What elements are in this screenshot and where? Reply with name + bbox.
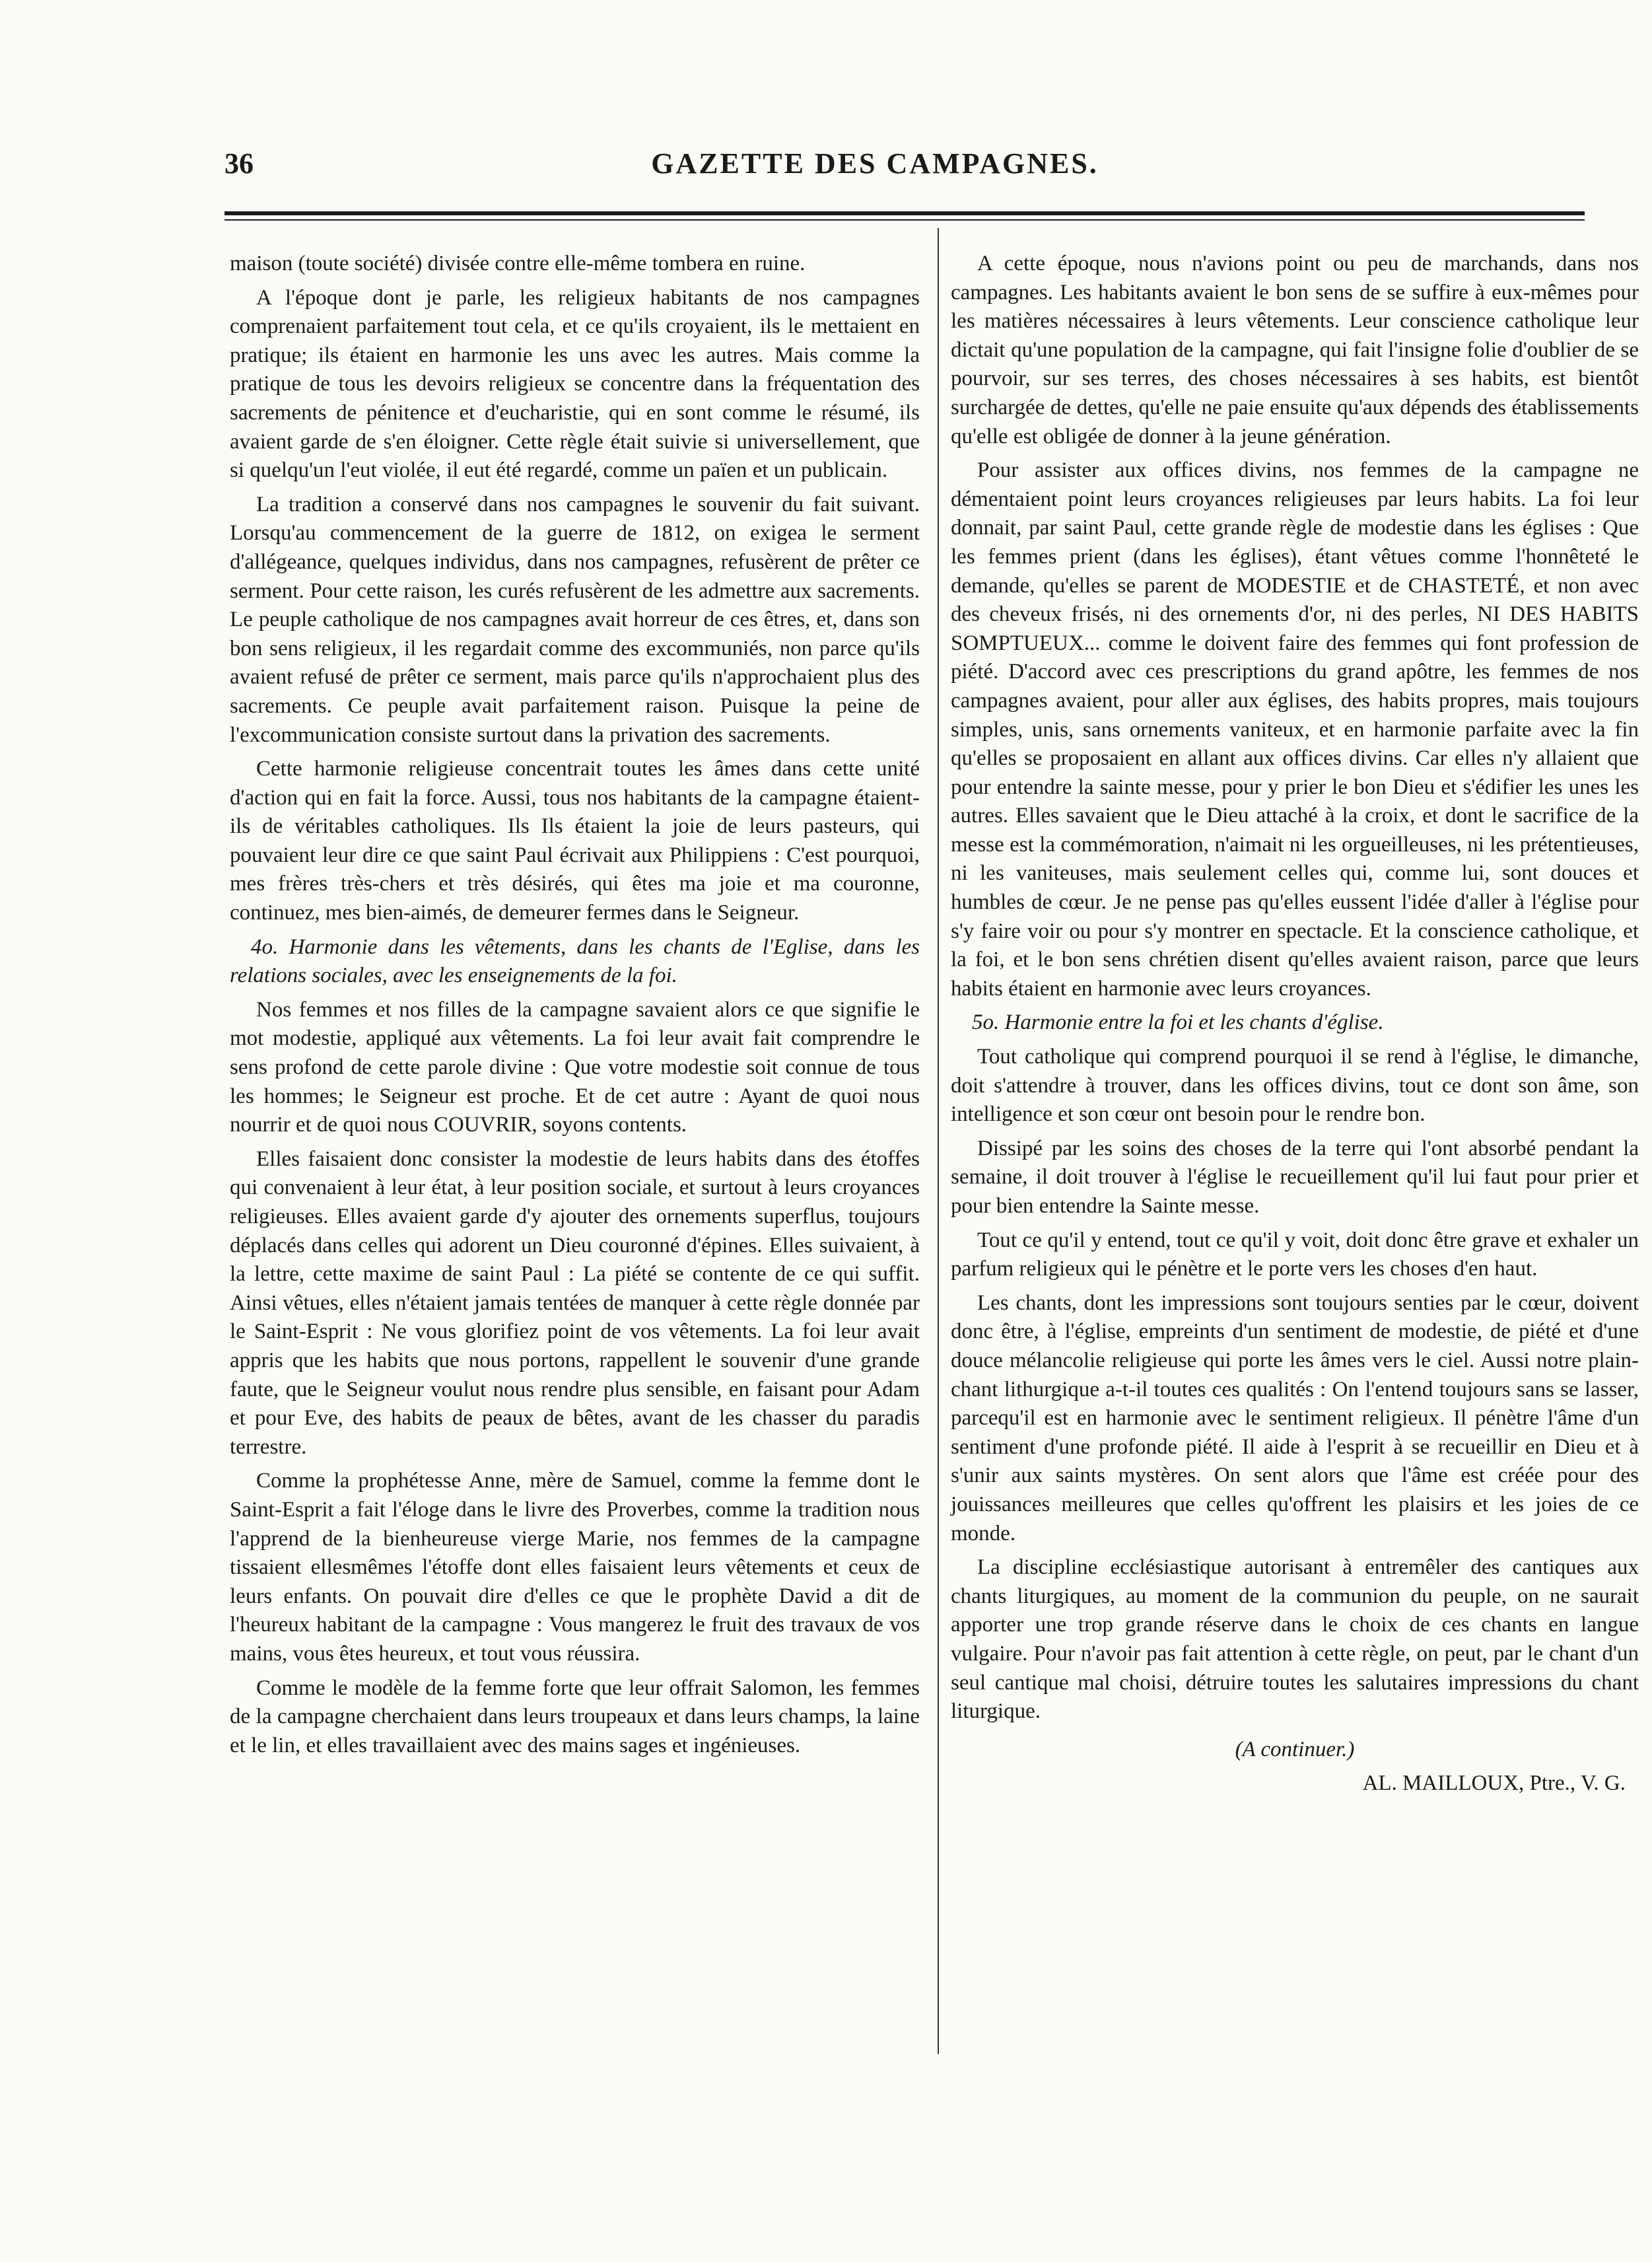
paragraph: Cette harmonie religieuse concentrait toutes les âmes dans cette unité d'action qui en fait la force. Aussi, tous nos habitants de la campagne étaient-ils de véritables catholiques. Ils Ils étaient la joie de leurs pasteurs, qui pouvaient leur dire ce que saint Paul écrivait aux Philippiens : C'est pourquoi, mes frères très-chers et très désirés, qui êtes ma joie et ma couronne, continuez, mes bien-aimés, de demeurer fermes dans le Seigneur. xyxy=(230,757,920,925)
author-signature: AL. MAILLOUX, Ptre., V. G. xyxy=(1362,1771,1626,1796)
paragraph: Dissipé par les soins des choses de la terre qui l'ont absorbé pendant la semaine, il doit trouver à l'église le recueillement qu'il lui faut pour prier et pour bien entendre la Sainte messe. xyxy=(951,1136,1639,1218)
paragraph: Les chants, dont les impressions sont toujours senties par le cœur, doivent donc être, à l'église, empreints d'un sentiment de modestie, de piété et d'une douce mélancolie religieuse qui porte les âmes vers le ciel. Aussi notre plain-chant lithurgique a-t-il toutes ces qualités : On l'entend toujours sans se lasser, parcequ'il est en harmonie avec le sentiment religieux. Il pénètre l'âme d'un sentiment d'une profonde piété. Il aide à l'esprit à se recueillir en Dieu et à s'unir aux saints mystères. On sent alors que l'âme est créée pour des jouissances meilleures que celles qu'offrent les plaisirs et les joies de ce monde. xyxy=(951,1290,1639,1545)
paragraph: A l'époque dont je parle, les religieux habitants de nos campagnes comprenaient parfaitement tout cela, et ce qu'ils croyaient, ils le mettaient en pratique; ils étaient en harmonie les uns avec les autres. Mais comme la pratique de tous les devoirs religieux se concentre dans la fréquentation des sacrements de pénitence et d'eucharistie, qui en sont comme le résumé, ils avaient garde de s'en éloigner. Cette règle était suivie si universellement, que si quelqu'un l'eut violée, il eut été regardé, comme un païen et un publicain. xyxy=(230,285,920,483)
page-header xyxy=(224,147,1525,186)
paragraph: Comme la prophétesse Anne, mère de Samuel, comme la femme dont le Saint-Esprit a fait l'éloge dans le livre des Proverbes, comme la tradition nous l'apprend de la bienheureuse vierge Marie, nos femmes de la campagne tissaient ellesmêmes l'étoffe dont elles faisaient leurs vêtements et ceux de leurs enfants. On pouvait dire d'elles ce que le prophète David a dit de l'heureux habitant de la campagne : Vous mangerez le fruit des travaux de vos mains, vous êtes heureux, et tout vous réussira. xyxy=(230,1469,920,1666)
paragraph: A cette époque, nous n'avions point ou peu de marchands, dans nos campagnes. Les habitants avaient le bon sens de se suffire à eux-mêmes pour les matières nécessaires à leurs vêtements. Leur conscience catholique leur dictait qu'une population de la campagne, qui fait l'insigne folie d'oublier de se pourvoir, sur ses terres, des choses nécessaires à ses habits, est bientôt surchargée de dettes, qu'elle ne paie ensuite qu'aux dépends des établissements qu'elle est obligée de donner à la jeune génération. xyxy=(951,252,1639,448)
right-column xyxy=(951,250,1639,1804)
section-heading: 5o. Harmonie entre la foi et les chants d'église. xyxy=(972,1010,1384,1035)
paragraph: Pour assister aux offices divins, nos femmes de la campagne ne démentaient point leurs croyances religieuses par leurs habits. La foi leur donnait, par saint Paul, cette grande règle de modestie dans les églises : Que les femmes prient (dans les églises), étant vêtues comme l'honnêteté le demande, qu'elles se parent de MODESTIE et de CHASTETÉ, et non avec des cheveux frisés, ni des ornements d'or, ni des perles, NI DES HABITS SOMPTUEUX... comme le doivent faire des femmes qui font profession de piété. D'accord avec ces prescriptions du grand apôtre, les femmes de nos campagnes avaient, pour aller aux églises, des habits propres, mais toujours simples, unis, sans ornements vaniteux, et en harmonie parfaite avec la fin qu'elles se proposaient en allant aux offices divins. Car elles n'y allaient que pour entendre la sainte messe, pour y prier le bon Dieu et s'édifier les unes les autres. Elles savaient que le Dieu attaché à la croix, et dont le sacrifice de la messe est la commémoration, n'aimait ni les orgueilleuses, ni les prétentieuses, ni les vaniteuses, mais seulement celles qui, comme lui, sont douces et humbles de cœur. Je ne pense pas qu'elles eussent l'idée d'aller à l'église pour s'y faire voir ou pour s'y montrer en spectacle. Et la conscience catholique, et la foi, et le bon sens chrétien disent qu'elles avaient raison, parce que leurs habits étaient en harmonie avec leurs croyances. xyxy=(951,458,1639,1001)
paragraph: Nos femmes et nos filles de la campagne savaient alors ce que signifie le mot modestie, appliqué aux vêtements. La foi leur avait fait comprendre le sens profond de cette parole divine : Que votre modestie soit connue de tous les hommes; le Seigneur est proche. Et de cet autre : Ayant de quoi nous nourrir et de quoi nous COUVRIR, soyons contents. xyxy=(230,997,920,1137)
column-separator xyxy=(938,228,939,2054)
header-rule-thick xyxy=(224,211,1585,215)
masthead-title: GAZETTE DES CAMPAGNES. xyxy=(651,147,1099,180)
paragraph: Tout ce qu'il y entend, tout ce qu'il y voit, doit donc être grave et exhaler un parfum religieux qui le pénètre et le porte vers les choses d'en haut. xyxy=(951,1228,1639,1281)
page-number: 36 xyxy=(224,147,254,180)
paragraph: Elles faisaient donc consister la modestie de leurs habits dans des étoffes qui convenaient à leur état, à leur position sociale, et surtout à leurs croyances religieuses. Elles avaient garde d'y ajouter des ornements superflus, toujours déplacés dans celles qui adorent un Dieu couronné d'épines. Elles suivaient, à la lettre, cette maxime de saint Paul : La piété se contente de ce qui suffit. Ainsi vêtues, elles n'étaient jamais tentées de manquer à cette règle donnée par le Saint-Esprit : Ne vous glorifiez point de vos vêtements. La foi leur avait appris que les habits que nous portons, rappellent le souvenir d'une grande faute, que le Seigneur voulut nous rendre plus sensible, en faisant pour Adam et pour Eve, des habits de peaux de bêtes, avant de les chasser du paradis terrestre. xyxy=(230,1147,920,1459)
paragraph: La tradition a conservé dans nos campagnes le souvenir du fait suivant. Lorsqu'au commencement de la guerre de 1812, on exigea le serment d'allégeance, quelques individus, dans nos campagnes, refusèrent de prêter ce serment. Pour cette raison, les curés refusèrent de les admettre aux sacrements. Le peuple catholique de nos campagnes avait horreur de ces êtres, et, dans son bon sens religieux, il les regardait comme des excommuniés, non parce qu'ils avaient refusé de prêter ce serment, mais parce qu'ils n'approchaient plus des sacrements. Ce peuple avait parfaitement raison. Puisque la peine de l'excommunication consiste surtout dans la privation des sacrements. xyxy=(230,492,920,747)
paragraph: Tout catholique qui comprend pourquoi il se rend à l'église, le dimanche, doit s'attendre à trouver, dans les offices divins, tout ce dont son âme, son intelligence et son cœur ont besoin pour le rendre bon. xyxy=(951,1045,1639,1127)
paragraph: La discipline ecclésiastique autorisant à entremêler des cantiques aux chants liturgiques, au moment de la communion du peuple, on ne saurait apporter une trop grande réserve dans le choix de ces chants en langue vulgaire. Pour n'avoir pas fait attention à cette règle, on peut, par le chant d'un seul cantique mal choisi, détruire toutes les salutaires impressions du chant liturgique. xyxy=(951,1555,1639,1724)
paragraph: maison (toute société) divisée contre elle-même tombera en ruine. xyxy=(230,252,806,275)
left-column xyxy=(230,250,920,1765)
section-heading: 4o. Harmonie dans les vêtements, dans les chants de l'Eglise, dans les relations sociales, avec les enseignements de la foi. xyxy=(230,935,920,988)
header-rule-thin xyxy=(224,219,1585,221)
paragraph: Comme le modèle de la femme forte que leur offrait Salomon, les femmes de la campagne cherchaient dans leurs troupeaux et dans leurs champs, la laine et le lin, et elles travaillaient avec des mains sages et ingénieuses. xyxy=(230,1676,920,1757)
continuation-note: (A continuer.) xyxy=(1235,1737,1355,1761)
